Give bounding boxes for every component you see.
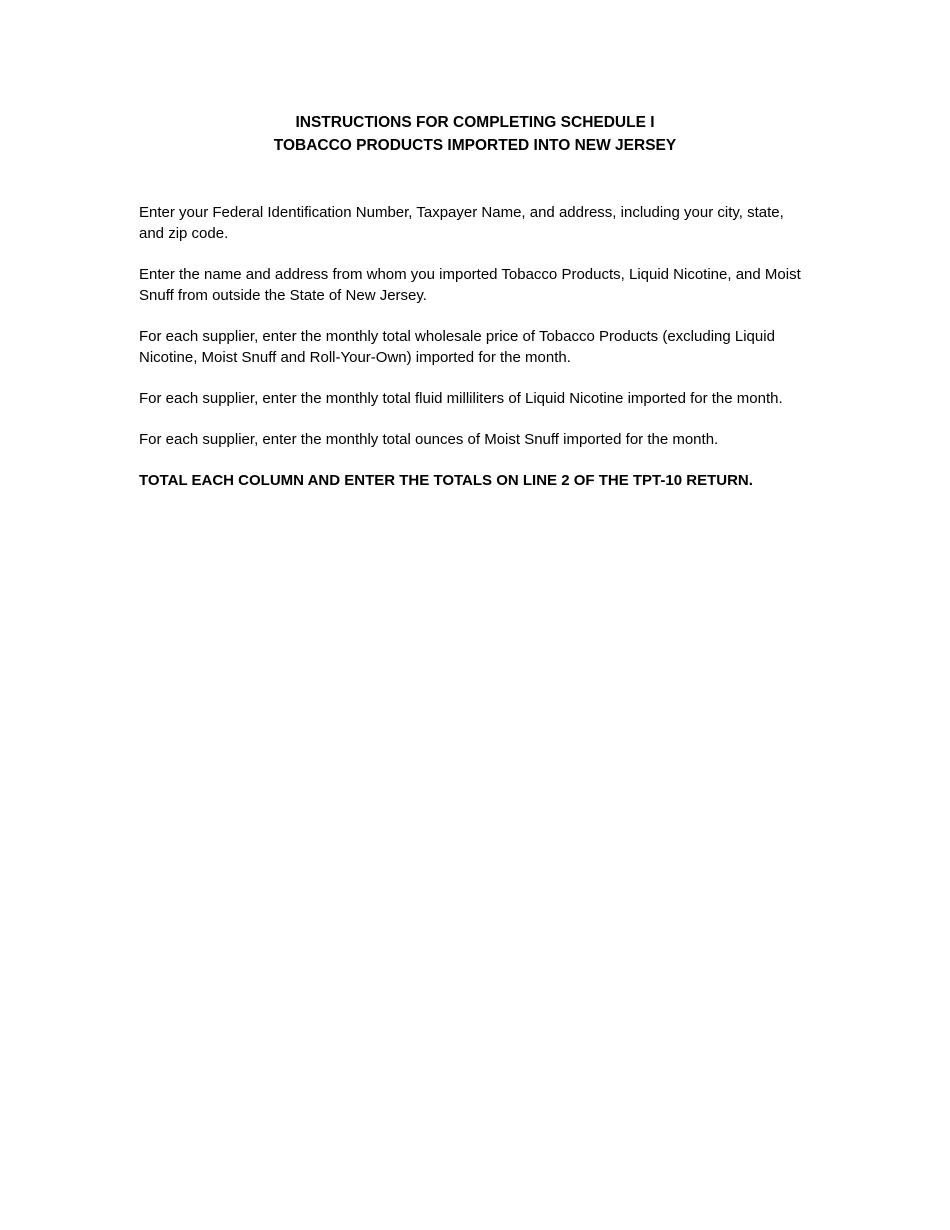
instruction-identification: Enter your Federal Identification Number, Taxpayer Name, and address, including your city, state, and zip code.: [139, 204, 784, 242]
instruction-supplier-address: Enter the name and address from whom you imported Tobacco Products, Liquid Nicotine, and Moist Snuff from outside the State of New Jersey.: [139, 266, 801, 304]
heading-line-2: TOBACCO PRODUCTS IMPORTED INTO NEW JERSEY: [273, 136, 677, 154]
instruction-liquid-nicotine: For each supplier, enter the monthly total fluid milliliters of Liquid Nicotine imported for the month.: [139, 390, 783, 407]
instruction-totals: TOTAL EACH COLUMN AND ENTER THE TOTALS ON LINE 2 OF THE TPT-10 RETURN.: [139, 472, 753, 489]
document-heading: [0, 112, 950, 157]
instructions-body: [139, 202, 811, 511]
instruction-moist-snuff: For each supplier, enter the monthly total ounces of Moist Snuff imported for the month.: [139, 431, 719, 448]
instruction-wholesale-price: For each supplier, enter the monthly total wholesale price of Tobacco Products (excluding Liquid Nicotine, Moist Snuff and Roll-Your-Own) imported for the month.: [139, 328, 775, 366]
heading-line-1: INSTRUCTIONS FOR COMPLETING SCHEDULE I: [295, 114, 655, 131]
